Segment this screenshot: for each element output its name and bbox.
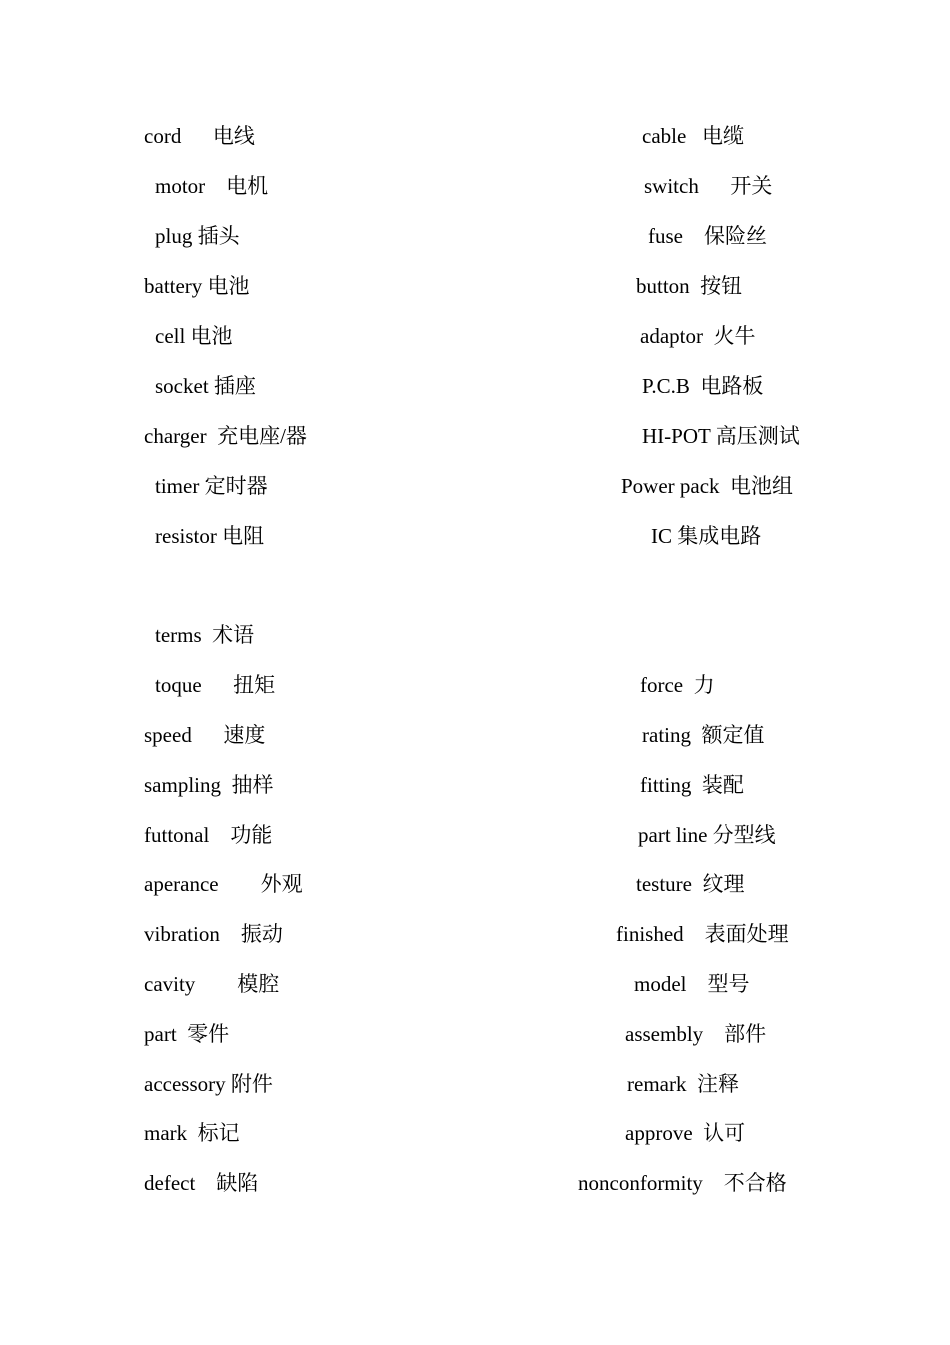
- vocab-entry-right: Power pack 电池组: [621, 474, 794, 498]
- term-entry-right: model 型号: [634, 972, 750, 996]
- vocab-entry-right: cable 电缆: [642, 124, 745, 148]
- vocab-entry-left: cord 电线: [144, 124, 255, 148]
- vocab-entry-left: timer 定时器: [155, 474, 268, 498]
- vocab-entry-right: IC 集成电路: [651, 524, 762, 548]
- term-entry-left: cavity 模腔: [144, 972, 280, 996]
- vocab-entry-left: resistor 电阻: [155, 524, 265, 548]
- vocab-entry-right: switch 开关: [644, 174, 773, 198]
- vocab-entry-left: charger 充电座/器: [144, 424, 307, 448]
- term-entry-left: vibration 振动: [144, 922, 283, 946]
- term-entry-right: remark 注释: [627, 1072, 739, 1096]
- term-entry-right: fitting 装配: [640, 773, 744, 797]
- vocab-entry-left: plug 插头: [155, 224, 240, 248]
- term-entry-left: defect 缺陷: [144, 1171, 259, 1195]
- term-entry-right: nonconformity 不合格: [578, 1171, 787, 1195]
- vocab-entry-left: socket 插座: [155, 374, 256, 398]
- term-entry-left: part 零件: [144, 1022, 230, 1046]
- term-entry-right: part line 分型线: [638, 823, 776, 847]
- vocab-entry-right: HI-POT 高压测试: [642, 424, 800, 448]
- term-entry-left: toque 扭矩: [155, 673, 276, 697]
- vocab-entry-right: fuse 保险丝: [648, 224, 767, 248]
- term-entry-right: force 力: [640, 673, 715, 697]
- vocab-entry-left: battery 电池: [144, 274, 250, 298]
- term-entry-left: futtonal 功能: [144, 823, 273, 847]
- vocab-entry-right: P.C.B 电路板: [642, 374, 764, 398]
- term-entry-left: aperance 外观: [144, 872, 303, 896]
- vocab-entry-left: motor 电机: [155, 174, 269, 198]
- term-entry-right: rating 额定值: [642, 723, 765, 747]
- term-entry-right: approve 认可: [625, 1121, 746, 1145]
- term-entry-right: testure 纹理: [636, 872, 745, 896]
- term-entry-right: assembly 部件: [625, 1022, 767, 1046]
- vocab-entry-left: cell 电池: [155, 324, 233, 348]
- section-heading: terms 术语: [155, 623, 255, 647]
- term-entry-left: accessory 附件: [144, 1072, 273, 1096]
- term-entry-left: speed 速度: [144, 723, 266, 747]
- vocab-entry-right: button 按钮: [636, 274, 743, 298]
- term-entry-right: finished 表面处理: [616, 922, 789, 946]
- vocab-entry-right: adaptor 火牛: [640, 324, 756, 348]
- term-entry-left: sampling 抽样: [144, 773, 274, 797]
- term-entry-left: mark 标记: [144, 1121, 240, 1145]
